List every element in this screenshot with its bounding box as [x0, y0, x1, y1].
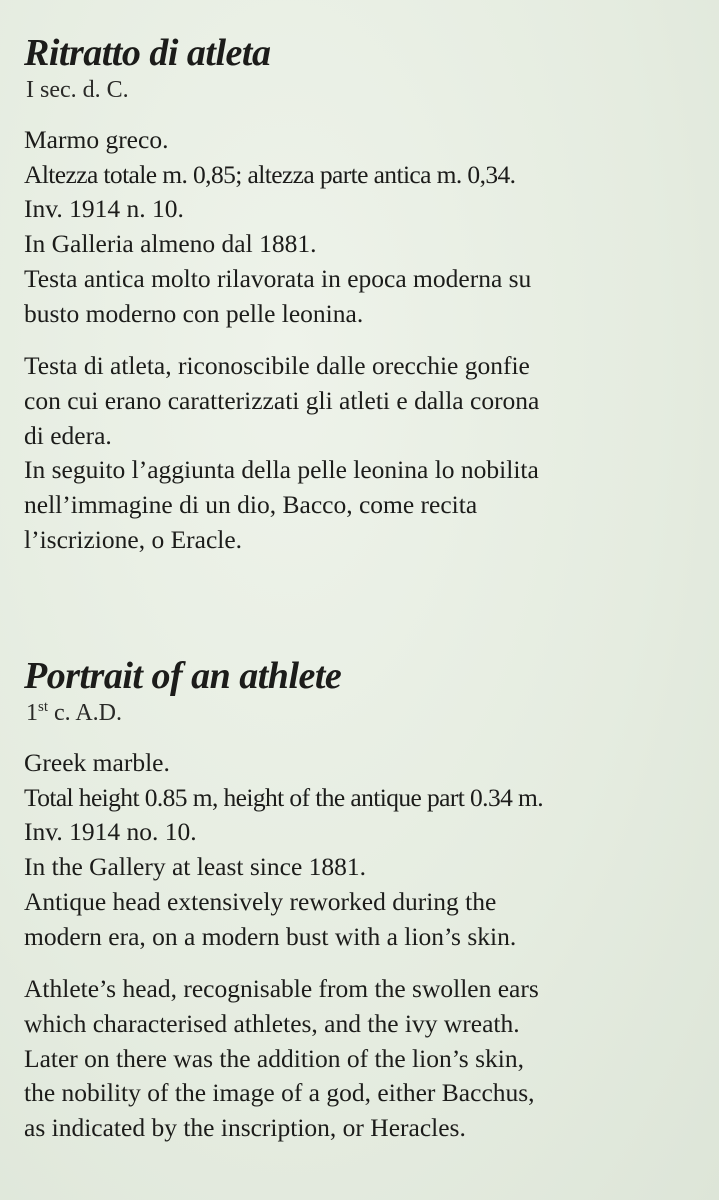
italian-description-line: nell’immagine di un dio, Bacco, come recita [24, 490, 478, 520]
italian-section [24, 30, 704, 557]
english-date-number: 1 [26, 700, 38, 726]
english-detail-line: In the Gallery at least since 1881. [24, 852, 367, 882]
italian-detail-line: Altezza totale m. 0,85; altezza parte antica m. 0,34. [24, 159, 516, 189]
italian-detail-line: Inv. 1914 n. 10. [24, 194, 184, 224]
english-date-ordinal: st [38, 699, 49, 715]
english-date-rest: c. A.D. [48, 700, 123, 726]
italian-date: I sec. d. C. [26, 77, 129, 103]
italian-detail-line: Marmo greco. [24, 125, 169, 154]
english-detail-line: Greek marble. [24, 748, 170, 777]
english-detail-line: Total height 0.85 m, height of the antique part 0.34 m. [24, 782, 544, 812]
english-date [26, 699, 704, 727]
english-details [24, 746, 704, 954]
italian-detail-line: busto moderno con pelle leonina. [24, 298, 364, 328]
english-detail-line: Antique head extensively reworked during the [24, 886, 497, 916]
english-description [24, 972, 704, 1146]
italian-description-line: di edera. [24, 420, 112, 450]
english-description-line: Later on there was the addition of the lion’s skin, [24, 1043, 524, 1073]
italian-detail-line: In Galleria almeno dal 1881. [24, 229, 317, 259]
english-detail-line: modern era, on a modern bust with a lion’s skin. [24, 921, 517, 951]
english-description-line: as indicated by the inscription, or Heracles. [24, 1113, 466, 1143]
english-section [24, 653, 704, 1146]
italian-detail-line: Testa antica molto rilavorata in epoca moderna su [24, 263, 532, 293]
english-description-line: which characterised athletes, and the ivy wreath. [24, 1008, 520, 1038]
english-title: Portrait of an athlete [24, 655, 342, 697]
english-detail-line: Inv. 1914 no. 10. [24, 817, 197, 847]
italian-description-line: In seguito l’aggiunta della pelle leonina lo nobilita [24, 455, 539, 485]
english-description-line: Athlete’s head, recognisable from the swollen ears [24, 974, 539, 1004]
italian-details [24, 123, 704, 331]
italian-description-line: Testa di atleta, riconoscibile dalle orecchie gonfie [24, 351, 530, 381]
english-description-line: the nobility of the image of a god, either Bacchus, [24, 1078, 535, 1108]
italian-title: Ritratto di atleta [24, 32, 271, 74]
italian-description-line: con cui erano caratterizzati gli atleti e dalla corona [24, 385, 540, 415]
italian-description [24, 349, 704, 557]
italian-description-line: l’iscrizione, o Eracle. [24, 524, 243, 554]
